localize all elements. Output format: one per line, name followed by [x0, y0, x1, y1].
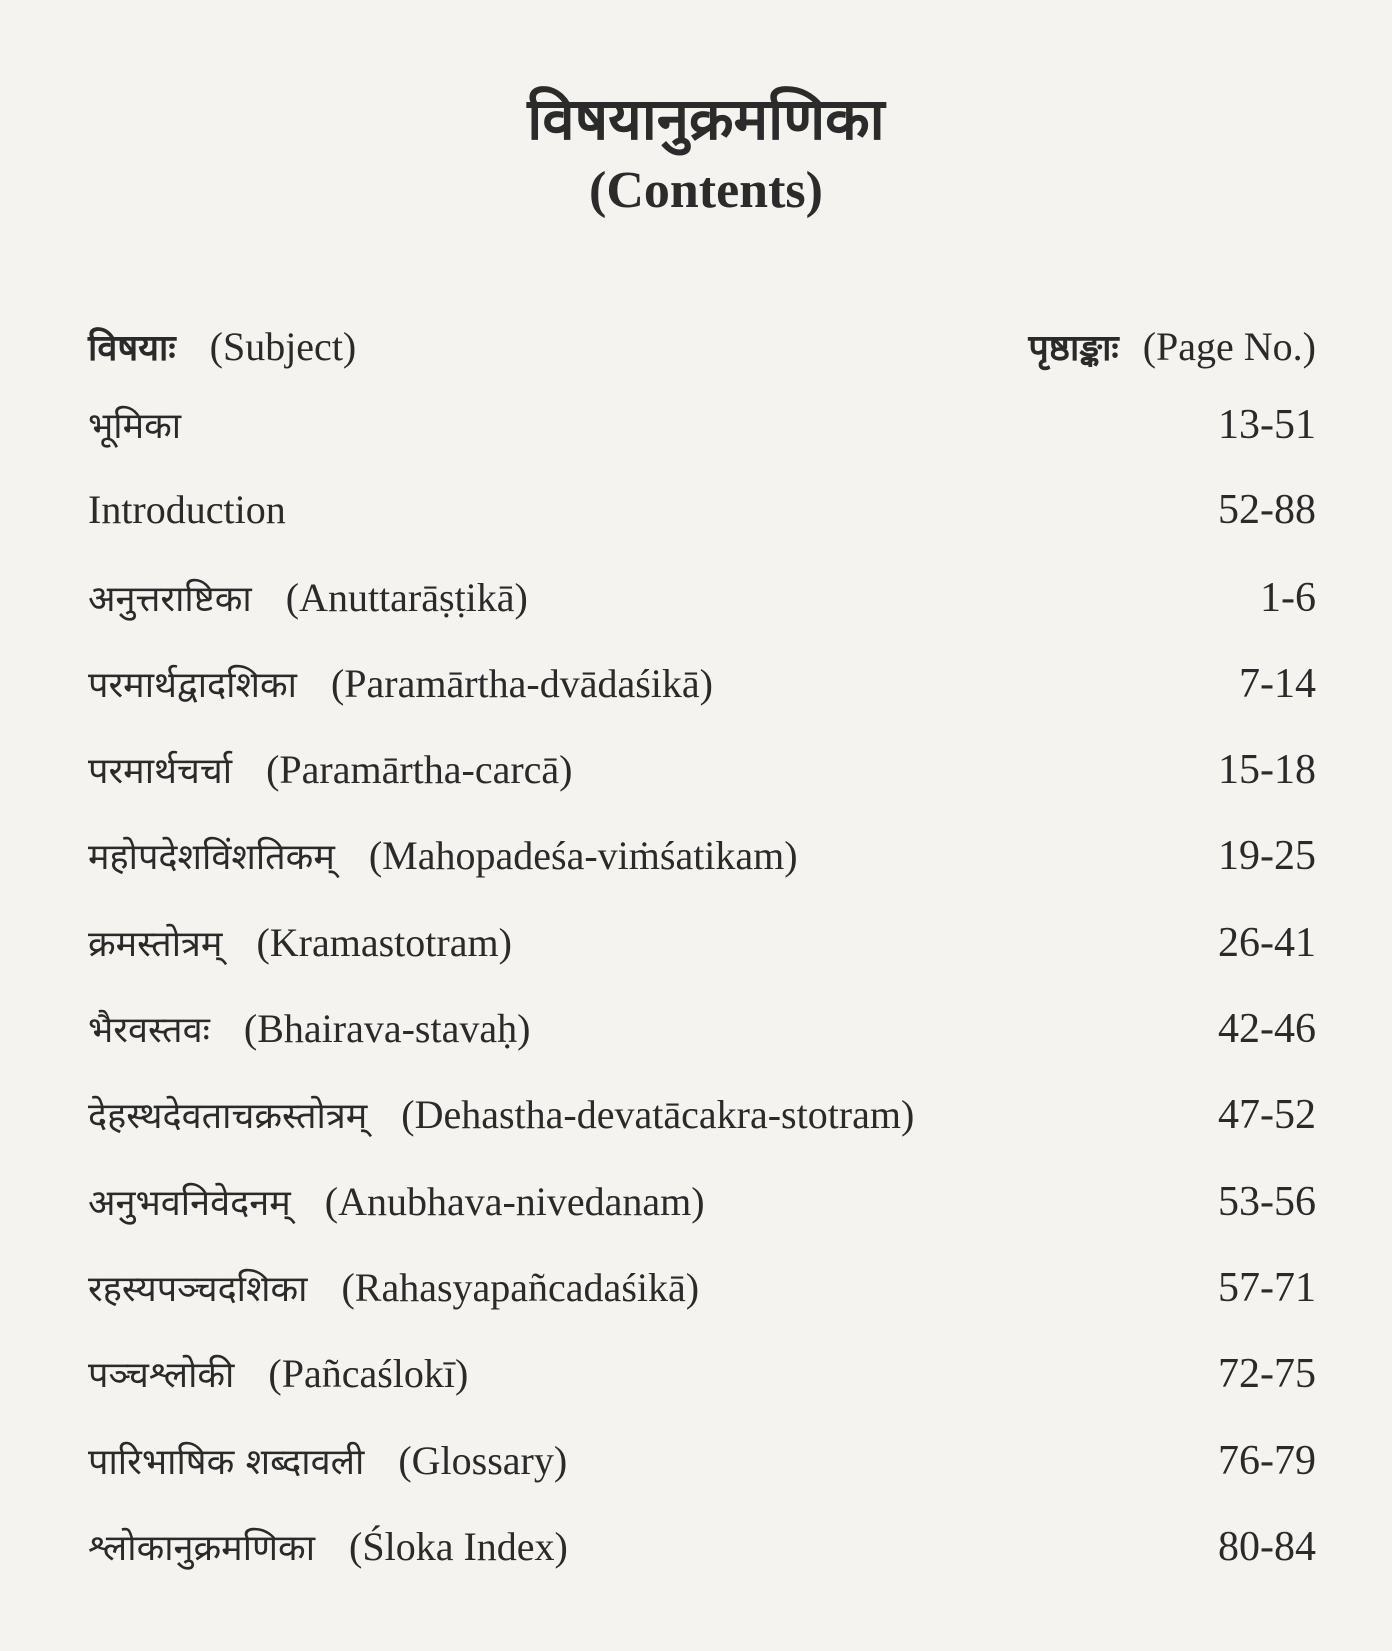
toc-entry	[88, 659, 1316, 745]
entry-page-range: 47-52	[1218, 1092, 1316, 1139]
entry-subject	[88, 1090, 914, 1139]
entry-title-english: (Rahasyapañcadaśikā)	[341, 1264, 700, 1310]
entry-title-hindi: अनुत्तराष्टिका	[88, 578, 252, 620]
entry-title-hindi: श्लोकानुक्रमणिका	[88, 1527, 316, 1569]
title-block	[0, 80, 1392, 224]
toc-entry	[88, 918, 1316, 1004]
entry-page-range: 80-84	[1218, 1523, 1316, 1570]
entry-subject	[88, 486, 286, 533]
entry-title-english: (Dehastha-devatācakra-stotram)	[401, 1092, 915, 1138]
entry-title-english: (Pañcaślokī)	[268, 1351, 469, 1397]
entry-page-range: 72-75	[1218, 1351, 1316, 1398]
entry-title-english: (Śloka Index)	[349, 1523, 568, 1569]
entry-subject	[88, 1522, 568, 1571]
entry-title-english: (Kramastotram)	[256, 919, 512, 965]
toc-entry	[88, 1090, 1316, 1176]
entry-subject	[88, 1349, 468, 1398]
toc-entry	[88, 400, 1316, 486]
entry-title-hindi: परमार्थद्वादशिका	[88, 664, 297, 706]
subject-header-hindi: विषयाः	[88, 328, 176, 369]
entry-page-range: 19-25	[1218, 833, 1316, 880]
toc-entry	[88, 745, 1316, 831]
entry-title-english: (Bhairava-stavaḥ)	[243, 1006, 531, 1052]
entry-title-english: (Anubhava-nivedanam)	[324, 1178, 705, 1224]
entry-title-hindi: देहस्थदेवताचक्रस्तोत्रम्	[88, 1096, 368, 1138]
entry-title-hindi: पञ्चश्लोकी	[88, 1355, 235, 1397]
entry-subject	[88, 918, 512, 967]
page-title-english: (Contents)	[589, 162, 823, 219]
toc-entry	[88, 1177, 1316, 1263]
entry-page-range: 76-79	[1218, 1437, 1316, 1484]
subject-header-english: (Subject)	[209, 324, 357, 369]
entry-page-range: 26-41	[1218, 919, 1316, 966]
entry-subject	[88, 1004, 530, 1053]
entry-title-hindi: भैरवस्तवः	[88, 1010, 210, 1052]
entry-title-hindi: रहस्यपञ्चदशिका	[88, 1268, 308, 1310]
entry-subject	[88, 1436, 567, 1485]
page-title-hindi: विषयानुक्रमणिका	[527, 85, 885, 153]
entry-title-english: (Anuttarāṣṭikā)	[285, 574, 528, 620]
entry-page-range: 13-51	[1218, 402, 1316, 448]
entry-page-range: 1-6	[1260, 574, 1316, 621]
page-header-hindi: पृष्ठाङ्काः	[1028, 328, 1119, 369]
entry-title-english: (Mahopadeśa-viṁśatikam)	[368, 833, 798, 879]
entry-page-range: 52-88	[1218, 487, 1316, 534]
entry-title-hindi: पारिभाषिक शब्दावली	[88, 1441, 365, 1483]
toc-entry	[88, 1436, 1316, 1522]
entry-page-range: 42-46	[1218, 1006, 1316, 1053]
entry-title-hindi: भूमिका	[88, 406, 182, 447]
entry-title-english: (Paramārtha-carcā)	[266, 747, 573, 793]
entry-title-english: (Paramārtha-dvādaśikā)	[330, 660, 713, 706]
entry-title-hindi: महोपदेशविंशतिकम्	[88, 837, 335, 879]
entry-page-range: 7-14	[1239, 660, 1316, 707]
entry-title-hindi: अनुभवनिवेदनम्	[88, 1182, 291, 1224]
table-of-contents	[88, 322, 1316, 1608]
toc-entry	[88, 1349, 1316, 1435]
entry-page-range: 57-71	[1218, 1264, 1316, 1311]
entry-title-english: (Glossary)	[398, 1437, 568, 1483]
page-column-header	[1028, 322, 1316, 371]
toc-entry	[88, 486, 1316, 572]
toc-header	[88, 322, 1316, 400]
entry-page-range: 53-56	[1218, 1178, 1316, 1225]
entry-title-hindi: परमार्थचर्चा	[88, 751, 233, 793]
entry-subject	[88, 745, 573, 794]
entry-subject	[88, 573, 528, 622]
entry-subject	[88, 659, 713, 708]
entry-title-hindi: क्रमस्तोत्रम्	[88, 923, 223, 965]
toc-entry	[88, 831, 1316, 917]
toc-entry	[88, 1004, 1316, 1090]
entry-subject	[88, 831, 798, 880]
subject-column-header	[88, 322, 356, 371]
toc-entry	[88, 573, 1316, 659]
entry-title-english: Introduction	[88, 487, 286, 533]
entry-subject	[88, 400, 181, 449]
toc-entry	[88, 1263, 1316, 1349]
toc-entry	[88, 1522, 1316, 1608]
page-header-english: (Page No.)	[1142, 324, 1316, 369]
entry-subject	[88, 1177, 705, 1226]
entry-subject	[88, 1263, 699, 1312]
entry-page-range: 15-18	[1218, 747, 1316, 794]
